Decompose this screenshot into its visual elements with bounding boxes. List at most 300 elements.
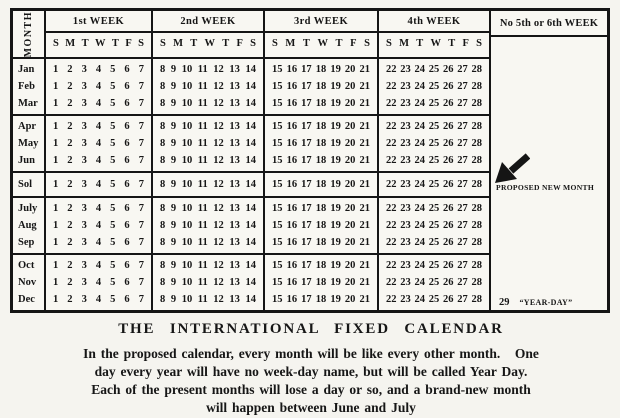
day-number: 26: [443, 179, 454, 190]
day-number: 10: [181, 81, 193, 92]
day-numbers-row: [265, 274, 377, 291]
day-number: 14: [245, 81, 256, 92]
day-number: 14: [245, 237, 256, 248]
day-number: 3: [81, 155, 87, 166]
day-number: 8: [160, 237, 166, 248]
day-numbers-row: [379, 176, 489, 193]
day-number: 27: [457, 121, 468, 132]
day-numbers-row: [265, 234, 377, 251]
day-number: 25: [428, 179, 440, 190]
day-numbers-row: [379, 95, 489, 112]
day-number: 7: [138, 121, 144, 132]
day-number: 1: [53, 237, 59, 248]
day-number: 14: [245, 277, 256, 288]
day-number: 2: [67, 203, 73, 214]
day-number: 10: [181, 220, 193, 231]
day-number: 1: [53, 203, 59, 214]
day-number: 22: [386, 64, 397, 75]
day-number: 17: [301, 155, 312, 166]
day-number: 23: [400, 121, 411, 132]
day-number: 14: [245, 203, 256, 214]
day-number: 10: [181, 138, 193, 149]
annotation-column: [489, 196, 607, 253]
day-number: 22: [386, 277, 397, 288]
day-number: 23: [400, 260, 411, 271]
day-numbers-row: [153, 234, 263, 251]
day-number: 21: [359, 155, 370, 166]
day-numbers-row: [265, 152, 377, 169]
week-header-4: [377, 11, 489, 57]
day-number: 6: [124, 155, 130, 166]
day-number: 10: [181, 237, 193, 248]
day-number: 17: [301, 138, 312, 149]
day-number: 6: [124, 179, 130, 190]
week-header-label: 1st WEEK: [46, 11, 151, 33]
day-numbers-row: [265, 95, 377, 112]
month-names-column: [13, 114, 44, 171]
day-number: 10: [181, 98, 193, 109]
day-number: 11: [197, 203, 208, 214]
day-number: 15: [272, 260, 283, 271]
day-number: 20: [344, 64, 356, 75]
day-numbers-row: [379, 234, 489, 251]
annotation-column: [489, 57, 607, 114]
day-number: 17: [301, 294, 312, 305]
day-number: 24: [414, 138, 425, 149]
month-label: Feb: [18, 81, 35, 92]
day-number: 8: [160, 64, 166, 75]
day-number: 26: [443, 260, 454, 271]
day-number: 4: [95, 64, 102, 75]
day-number: 11: [197, 220, 208, 231]
annotation-column: [489, 171, 607, 196]
day-numbers-row: [379, 152, 489, 169]
day-number: 21: [359, 121, 370, 132]
day-number: 7: [138, 220, 144, 231]
day-number: 17: [301, 220, 312, 231]
day-letter: T: [416, 38, 424, 49]
day-numbers-row: [46, 217, 151, 234]
day-numbers-row: [265, 135, 377, 152]
day-number: 26: [443, 64, 454, 75]
day-number: 14: [245, 179, 256, 190]
week-days-column: [151, 57, 263, 114]
day-number: 26: [443, 138, 454, 149]
day-numbers-row: [153, 118, 263, 135]
day-number: 26: [443, 155, 454, 166]
day-numbers-row: [265, 200, 377, 217]
day-number: 24: [414, 277, 425, 288]
day-numbers-row: [153, 61, 263, 78]
day-number: 8: [160, 260, 166, 271]
day-number: 17: [301, 64, 312, 75]
day-number: 24: [414, 98, 425, 109]
day-number: 13: [229, 98, 240, 109]
day-number: 19: [330, 237, 341, 248]
day-numbers-row: [379, 291, 489, 308]
day-number: 27: [457, 98, 468, 109]
day-number: 8: [160, 277, 166, 288]
day-numbers-row: [379, 118, 489, 135]
day-number: 21: [359, 81, 370, 92]
day-number: 22: [386, 81, 397, 92]
day-numbers-row: [46, 176, 151, 193]
day-number: 5: [110, 237, 116, 248]
day-number: 7: [138, 138, 144, 149]
day-number: 15: [272, 81, 283, 92]
day-number: 25: [428, 98, 440, 109]
day-numbers-row: [379, 78, 489, 95]
day-number: 27: [457, 155, 468, 166]
month-group-row: [13, 253, 607, 310]
day-number: 4: [95, 155, 102, 166]
day-number: 22: [386, 155, 397, 166]
proposed-month-arrow-icon: [494, 153, 530, 185]
day-number: 14: [245, 155, 256, 166]
day-letter: S: [160, 38, 166, 49]
day-number: 2: [67, 64, 73, 75]
day-number: 3: [81, 260, 87, 271]
day-numbers-row: [265, 61, 377, 78]
day-number: 12: [213, 64, 224, 75]
day-letters-row: [265, 33, 377, 55]
month-label: July: [18, 203, 38, 214]
day-number: 27: [457, 81, 468, 92]
day-number: 18: [315, 179, 327, 190]
day-number: 8: [160, 121, 166, 132]
day-number: 10: [181, 203, 193, 214]
day-number: 1: [53, 98, 59, 109]
day-number: 12: [213, 277, 224, 288]
day-number: 10: [181, 155, 193, 166]
day-number: 6: [124, 260, 130, 271]
day-number: 17: [301, 81, 312, 92]
day-numbers-row: [379, 274, 489, 291]
day-number: 16: [286, 220, 298, 231]
day-number: 18: [315, 121, 327, 132]
month-column-header: [13, 11, 44, 57]
day-number: 13: [229, 237, 240, 248]
day-number: 7: [138, 81, 144, 92]
day-number: 6: [124, 81, 130, 92]
day-number: 28: [471, 98, 482, 109]
caption-paragraph: [10, 345, 612, 417]
day-number: 23: [400, 220, 411, 231]
month-group-row: [13, 171, 607, 196]
day-number: 2: [67, 260, 73, 271]
caption-line-2: day every year will have no week-day name, but will be called Year Day.: [94, 364, 528, 379]
month-column-label: MONTH: [23, 10, 34, 58]
day-number: 24: [414, 294, 425, 305]
day-number: 23: [400, 138, 411, 149]
day-number: 18: [315, 260, 327, 271]
day-number: 1: [53, 220, 59, 231]
day-numbers-row: [46, 200, 151, 217]
month-label: Mar: [18, 98, 38, 109]
day-number: 11: [197, 277, 208, 288]
day-number: 14: [245, 260, 256, 271]
day-letter: W: [317, 38, 328, 49]
day-number: 18: [315, 237, 327, 248]
day-number: 5: [110, 294, 116, 305]
day-number: 4: [95, 179, 102, 190]
day-number: 28: [471, 277, 482, 288]
day-number: 11: [197, 237, 208, 248]
day-number: 28: [471, 260, 482, 271]
day-numbers-row: [46, 257, 151, 274]
week-days-column: [151, 114, 263, 171]
day-number: 21: [359, 64, 370, 75]
day-numbers-row: [153, 257, 263, 274]
day-letters-row: [379, 33, 489, 55]
day-numbers-row: [265, 217, 377, 234]
day-number: 23: [400, 294, 411, 305]
day-number: 3: [81, 81, 87, 92]
week-days-column: [44, 253, 151, 310]
day-number: 21: [359, 260, 370, 271]
day-number: 22: [386, 98, 397, 109]
day-number: 14: [245, 138, 256, 149]
day-numbers-row: [153, 200, 263, 217]
week-days-column: [263, 57, 377, 114]
day-number: 18: [315, 277, 327, 288]
day-number: 10: [181, 64, 193, 75]
month-label: Jun: [18, 155, 35, 166]
day-number: 17: [301, 203, 312, 214]
day-number: 27: [457, 294, 468, 305]
day-number: 16: [286, 203, 298, 214]
day-letter: S: [272, 38, 278, 49]
day-number: 12: [213, 155, 224, 166]
day-number: 1: [53, 179, 59, 190]
day-number: 23: [400, 179, 411, 190]
day-number: 25: [428, 294, 440, 305]
day-letter: F: [125, 38, 132, 49]
day-letter: F: [462, 38, 469, 49]
day-number: 25: [428, 155, 440, 166]
week-days-column: [377, 253, 489, 310]
day-number: 15: [272, 138, 283, 149]
day-number: 3: [81, 277, 87, 288]
day-numbers-row: [46, 135, 151, 152]
day-letter: S: [138, 38, 144, 49]
day-number: 28: [471, 81, 482, 92]
day-number: 22: [386, 179, 397, 190]
day-number: 21: [359, 203, 370, 214]
day-number: 6: [124, 121, 130, 132]
day-number: 24: [414, 121, 425, 132]
day-number: 3: [81, 138, 87, 149]
day-number: 9: [170, 277, 177, 288]
month-names-column: [13, 196, 44, 253]
day-number: 13: [229, 294, 240, 305]
day-number: 1: [53, 64, 59, 75]
week-days-column: [44, 171, 151, 196]
day-number: 20: [344, 277, 356, 288]
day-number: 20: [344, 98, 356, 109]
day-number: 3: [81, 220, 87, 231]
day-number: 13: [229, 179, 240, 190]
day-number: 18: [315, 155, 327, 166]
day-number: 10: [181, 260, 193, 271]
day-number: 13: [229, 81, 240, 92]
week-header-label: 4th WEEK: [379, 11, 489, 33]
day-number: 7: [138, 277, 144, 288]
day-number: 20: [344, 260, 356, 271]
day-letter: T: [222, 38, 230, 49]
day-number: 12: [213, 203, 224, 214]
day-number: 11: [197, 155, 208, 166]
day-number: 9: [170, 121, 177, 132]
day-number: 20: [344, 138, 356, 149]
day-number: 10: [181, 179, 193, 190]
day-number: 23: [400, 237, 411, 248]
day-number: 21: [359, 277, 370, 288]
caption: [10, 321, 612, 417]
day-numbers-row: [46, 291, 151, 308]
day-number: 22: [386, 294, 397, 305]
day-number: 13: [229, 138, 240, 149]
day-number: 15: [272, 277, 283, 288]
day-number: 25: [428, 138, 440, 149]
day-number: 22: [386, 121, 397, 132]
day-numbers-row: [46, 78, 151, 95]
day-number: 18: [315, 138, 327, 149]
day-number: 16: [286, 179, 298, 190]
day-letter: M: [399, 38, 409, 49]
day-number: 3: [81, 203, 87, 214]
day-numbers-row: [379, 200, 489, 217]
month-group-row: [13, 196, 607, 253]
no-week-header-cell: [489, 11, 607, 57]
day-letter: F: [236, 38, 243, 49]
day-number: 4: [95, 121, 102, 132]
day-number: 11: [197, 98, 208, 109]
day-number: 12: [213, 220, 224, 231]
day-number: 2: [67, 138, 73, 149]
day-letter: T: [190, 38, 198, 49]
day-letter: W: [95, 38, 106, 49]
day-number: 20: [344, 237, 356, 248]
day-number: 8: [160, 294, 166, 305]
day-number: 23: [400, 277, 411, 288]
day-number: 18: [315, 98, 327, 109]
day-letter: F: [350, 38, 357, 49]
month-names-column: [13, 253, 44, 310]
week-days-column: [151, 171, 263, 196]
day-number: 25: [428, 277, 440, 288]
day-letter: T: [302, 38, 310, 49]
day-number: 4: [95, 81, 102, 92]
week-days-column: [263, 114, 377, 171]
day-number: 8: [160, 179, 166, 190]
day-number: 24: [414, 203, 425, 214]
day-number: 15: [272, 237, 283, 248]
day-number: 7: [138, 98, 144, 109]
day-number: 8: [160, 203, 166, 214]
day-number: 26: [443, 121, 454, 132]
month-label: Oct: [18, 260, 35, 271]
day-number: 19: [330, 294, 341, 305]
day-number: 28: [471, 237, 482, 248]
day-number: 7: [138, 64, 144, 75]
day-numbers-row: [265, 291, 377, 308]
day-number: 19: [330, 64, 341, 75]
week-header-3: [263, 11, 377, 57]
day-number: 27: [457, 179, 468, 190]
day-letter: M: [173, 38, 183, 49]
day-number: 17: [301, 277, 312, 288]
day-number: 14: [245, 64, 256, 75]
day-number: 24: [414, 179, 425, 190]
day-number: 17: [301, 179, 312, 190]
day-number: 6: [124, 138, 130, 149]
day-number: 1: [53, 138, 59, 149]
day-number: 21: [359, 237, 370, 248]
day-number: 5: [110, 81, 116, 92]
day-number: 24: [414, 237, 425, 248]
day-number: 2: [67, 277, 73, 288]
month-names-column: [13, 171, 44, 196]
day-number: 7: [138, 203, 144, 214]
day-number: 18: [315, 81, 327, 92]
day-number: 9: [170, 220, 177, 231]
day-number: 9: [170, 155, 177, 166]
day-number: 6: [124, 237, 130, 248]
day-number: 19: [330, 121, 341, 132]
day-number: 12: [213, 294, 224, 305]
week-days-column: [263, 171, 377, 196]
day-number: 8: [160, 138, 166, 149]
day-number: 20: [344, 203, 356, 214]
day-number: 12: [213, 179, 224, 190]
day-number: 24: [414, 81, 425, 92]
day-number: 28: [471, 203, 482, 214]
week-days-column: [377, 171, 489, 196]
day-number: 23: [400, 81, 411, 92]
week-days-column: [263, 253, 377, 310]
day-number: 3: [81, 179, 87, 190]
day-number: 4: [95, 138, 102, 149]
day-number: 12: [213, 138, 224, 149]
caption-line-1: In the proposed calendar, every month will be like every other month. One: [83, 346, 539, 361]
day-number: 28: [471, 294, 482, 305]
week-header-label: 3rd WEEK: [265, 11, 377, 33]
day-number: 23: [400, 64, 411, 75]
day-number: 4: [95, 203, 102, 214]
day-number: 20: [344, 220, 356, 231]
day-number: 14: [245, 98, 256, 109]
day-number: 14: [245, 220, 256, 231]
day-number: 25: [428, 121, 440, 132]
day-number: 24: [414, 260, 425, 271]
week-days-column: [377, 196, 489, 253]
day-number: 14: [245, 294, 256, 305]
day-number: 20: [344, 121, 356, 132]
day-number: 2: [67, 237, 73, 248]
day-number: 4: [95, 220, 102, 231]
day-number: 21: [359, 179, 370, 190]
day-number: 27: [457, 64, 468, 75]
month-label: Jan: [18, 64, 35, 75]
day-number: 22: [386, 260, 397, 271]
day-number: 8: [160, 155, 166, 166]
annotation-column: [489, 253, 607, 310]
day-number: 24: [414, 155, 425, 166]
day-number: 12: [213, 260, 224, 271]
day-number: 9: [170, 64, 177, 75]
day-number: 8: [160, 220, 166, 231]
